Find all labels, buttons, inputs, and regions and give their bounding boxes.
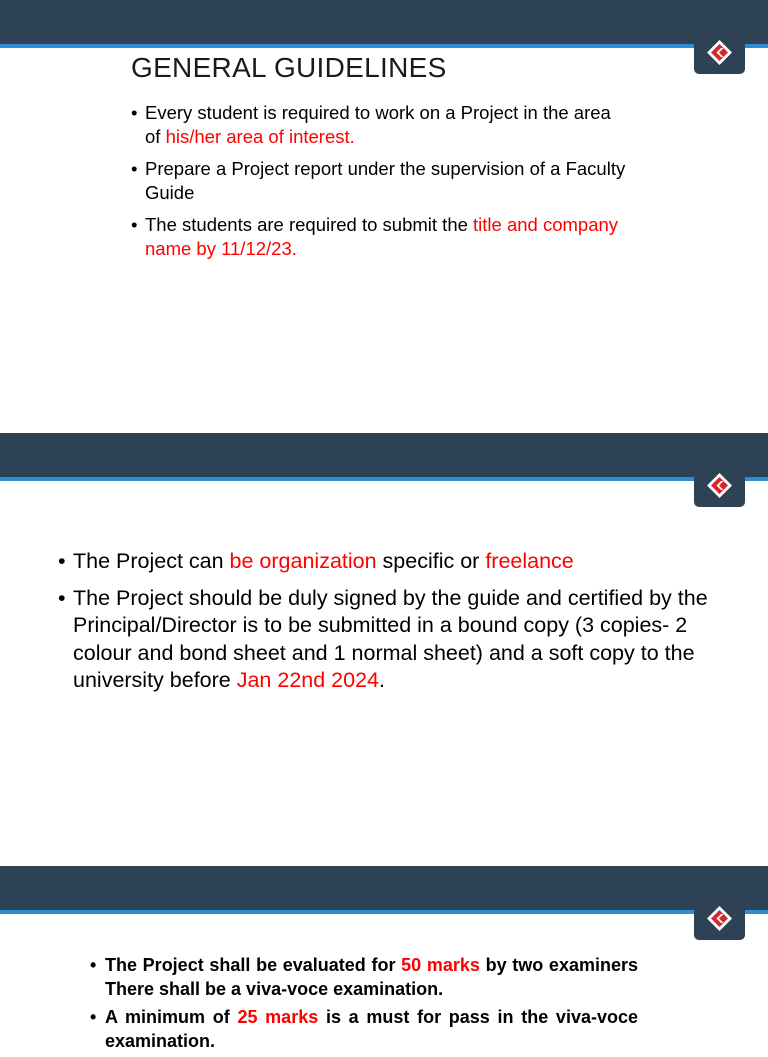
header-accent-line: [0, 910, 768, 914]
list-item: • The Project should be duly signed by the guide and certified by the Principal/Director is to be submitted in a bound copy (3 copies- 2 colour and bond sheet and 1 normal sheet) and a soft copy to the university before Jan 22nd 2024.: [58, 585, 708, 692]
bullet-icon: •: [131, 158, 138, 179]
guidelines-list: [131, 101, 631, 269]
header-bar: [0, 0, 768, 44]
slide-3: [0, 866, 768, 1051]
project-requirements-list: [58, 548, 708, 704]
header-bar: [0, 866, 768, 910]
logo-tab: [694, 463, 745, 507]
evaluation-list: [90, 953, 638, 1057]
logo-tab: [694, 896, 745, 940]
bullet-icon: •: [90, 1007, 97, 1027]
logo-tab: [694, 30, 745, 74]
header-bar: [0, 433, 768, 477]
diamond-logo-icon: [706, 39, 733, 66]
bullet-icon: •: [131, 214, 138, 235]
slide-1: [0, 0, 768, 433]
list-item: • The students are required to submit the title and company name by 11/12/23.: [131, 214, 619, 259]
header-accent-line: [0, 477, 768, 481]
bullet-icon: •: [131, 102, 138, 123]
diamond-logo-icon: [706, 905, 733, 932]
diamond-logo-icon: [706, 472, 733, 499]
bullet-icon: •: [90, 955, 97, 975]
list-item: • A minimum of 25 marks is a must for pass in the viva-voce examination.: [90, 1007, 638, 1051]
list-item: • Prepare a Project report under the supervision of a Faculty Guide: [131, 158, 626, 203]
header-accent-line: [0, 44, 768, 48]
bullet-icon: •: [58, 585, 66, 610]
list-item: • The Project can be organization specific or freelance: [58, 548, 708, 576]
bullet-icon: •: [58, 549, 66, 573]
slide-title: GENERAL GUIDELINES: [131, 52, 447, 83]
slide-2: [0, 433, 768, 866]
list-item: • The Project shall be evaluated for 50 marks by two examiners There shall be a viva-voce examination.: [90, 955, 638, 999]
list-item: • Every student is required to work on a Project in the area of his/her area of interest.: [131, 102, 611, 147]
